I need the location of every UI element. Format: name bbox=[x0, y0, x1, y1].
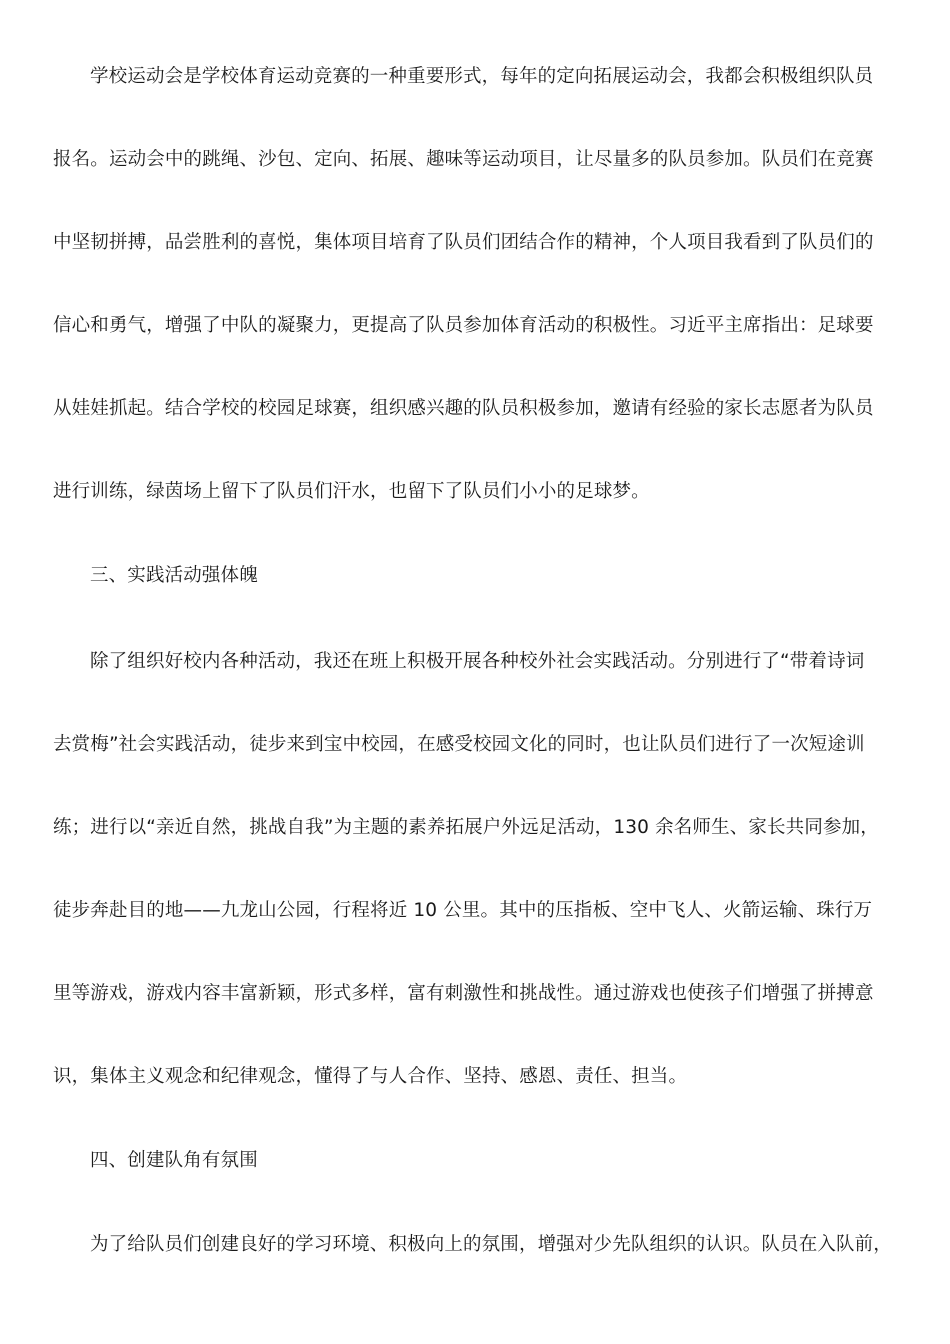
paragraph-practice-line-5: 里等游戏，游戏内容丰富新颖，形式多样，富有刺激性和挑战性。通过游戏也使孩子们增强了拼搏意 bbox=[53, 983, 874, 1004]
paragraph-practice-line-6: 识，集体主义观念和纪律观念，懂得了与人合作、坚持、感恩、责任、担当。 bbox=[53, 1066, 688, 1087]
paragraph-practice-line-3: 练；进行以“亲近自然，挑战自我”为主题的素养拓展户外远足活动，130 余名师生、家长共同参加， bbox=[53, 817, 879, 838]
paragraph-sports-line-3: 中坚韧拼搏，品尝胜利的喜悦，集体项目培育了队员们团结合作的精神，个人项目我看到了队员们的 bbox=[53, 232, 874, 253]
paragraph-sports-line-5: 从娃娃抓起。结合学校的校园足球赛，组织感兴趣的队员积极参加，邀请有经验的家长志愿者为队员 bbox=[53, 398, 874, 419]
paragraph-sports-line-4: 信心和勇气，增强了中队的凝聚力，更提高了队员参加体育活动的积极性。习近平主席指出：足球要 bbox=[53, 315, 874, 336]
paragraph-sports-line-6: 进行训练，绿茵场上留下了队员们汗水，也留下了队员们小小的足球梦。 bbox=[53, 481, 650, 502]
paragraph-practice-line-1: 除了组织好校内各种活动，我还在班上积极开展各种校外社会实践活动。分别进行了“带着诗词 bbox=[90, 651, 865, 672]
section-heading-4: 四、创建队角有氛围 bbox=[90, 1150, 258, 1171]
paragraph-practice-line-2: 去赏梅”社会实践活动，徒步来到宝中校园，在感受校园文化的同时，也让队员们进行了一次短途训 bbox=[53, 734, 865, 755]
section-heading-3: 三、实践活动强体魄 bbox=[90, 565, 258, 586]
paragraph-sports-line-1: 学校运动会是学校体育运动竞赛的一种重要形式，每年的定向拓展运动会，我都会积极组织队员 bbox=[90, 66, 874, 87]
paragraph-practice-line-4: 徒步奔赴目的地——九龙山公园，行程将近 10 公里。其中的压指板、空中飞人、火箭运输、珠行万 bbox=[53, 900, 873, 921]
paragraph-sports-line-2: 报名。运动会中的跳绳、沙包、定向、拓展、趣味等运动项目，让尽量多的队员参加。队员们在竞赛 bbox=[53, 149, 874, 170]
paragraph-corner-line-1: 为了给队员们创建良好的学习环境、积极向上的氛围，增强对少先队组织的认识。队员在入队前， bbox=[90, 1234, 892, 1255]
